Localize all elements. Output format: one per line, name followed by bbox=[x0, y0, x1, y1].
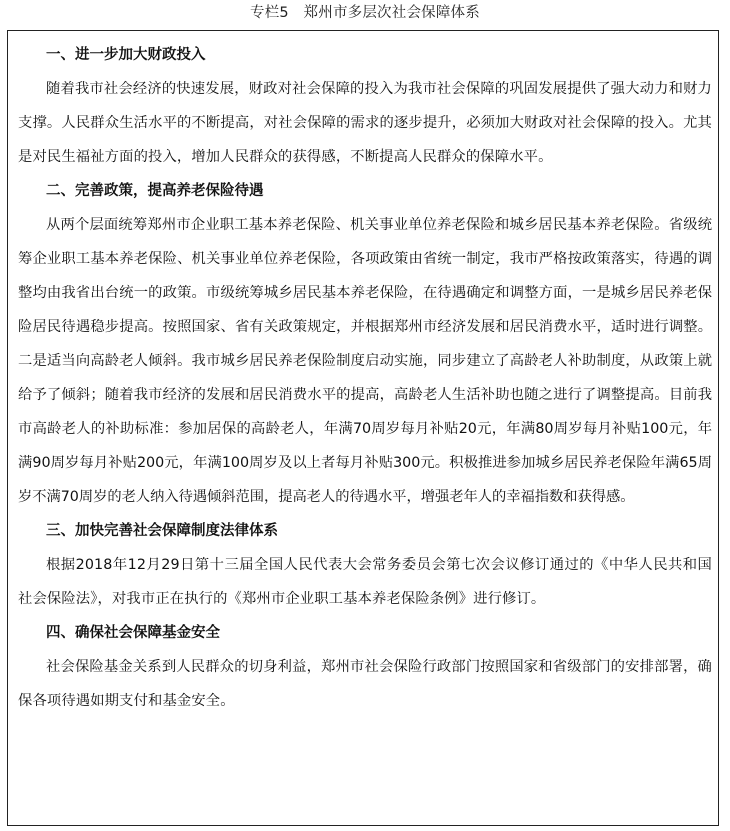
section-paragraph-3: 根据2018年12月29日第十三届全国人民代表大会常务委员会第七次会议修订通过的《中华人民共和国社会保险法》，对我市正在执行的《郑州市企业职工基本养老保险条例》进行修订。 bbox=[18, 557, 712, 607]
section-paragraph-1: 随着我市社会经济的快速发展，财政对社会保障的投入为我市社会保障的巩固发展提供了强大动力和财力支撑。人民群众生活水平的不断提高，对社会保障的需求的逐步提升，必须加大财政对社会保障的投入。尤其是对民生福祉方面的投入，增加人民群众的获得感，不断提高人民群众的保障水平。 bbox=[18, 81, 712, 165]
section-paragraph-2: 从两个层面统筹郑州市企业职工基本养老保险、机关事业单位养老保险和城乡居民基本养老保险。省级统筹企业职工基本养老保险、机关事业单位养老保险，各项政策由省统一制定，我市严格按政策落实，待遇的调整均由我省出台统一的政策。市级统筹城乡居民基本养老保险，在待遇确定和调整方面，一是城乡居民养老保险居民待遇稳步提高。按照国家、省有关政策规定，并根据郑州市经济发展和居民消费水平，适时进行调整。二是适当向高龄老人倾斜。我市城乡居民养老保险制度启动实施，同步建立了高龄老人补助制度，从政策上就给予了倾斜；随着我市经济的发展和居民消费水平的提高，高龄老人生活补助也随之进行了调整提高。目前我市高龄老人的补助标准：参加居保的高龄老人，年满70周岁每月补贴20元，年满80周岁每月补贴100元，年满90周岁每月补贴200元，年满100周岁及以上者每月补贴300元。积极推进参加城乡居民养老保险年满65周岁不满70周岁的老人纳入待遇倾斜范围，提高老人的待遇水平，增强老年人的幸福指数和获得感。 bbox=[18, 217, 712, 505]
section-heading-1: 一、进一步加大财政投入 bbox=[46, 47, 206, 63]
section-paragraph-4: 社会保险基金关系到人民群众的切身利益，郑州市社会保险行政部门按照国家和省级部门的安排部署，确保各项待遇如期支付和基金安全。 bbox=[18, 659, 712, 709]
section-heading-2: 二、完善政策，提高养老保险待遇 bbox=[46, 183, 264, 199]
box-caption: 专栏5 郑州市多层次社会保障体系 bbox=[250, 5, 480, 21]
section-heading-3: 三、加快完善社会保障制度法律体系 bbox=[46, 523, 278, 539]
section-heading-4: 四、确保社会保障基金安全 bbox=[46, 625, 220, 641]
content-box bbox=[7, 30, 719, 826]
